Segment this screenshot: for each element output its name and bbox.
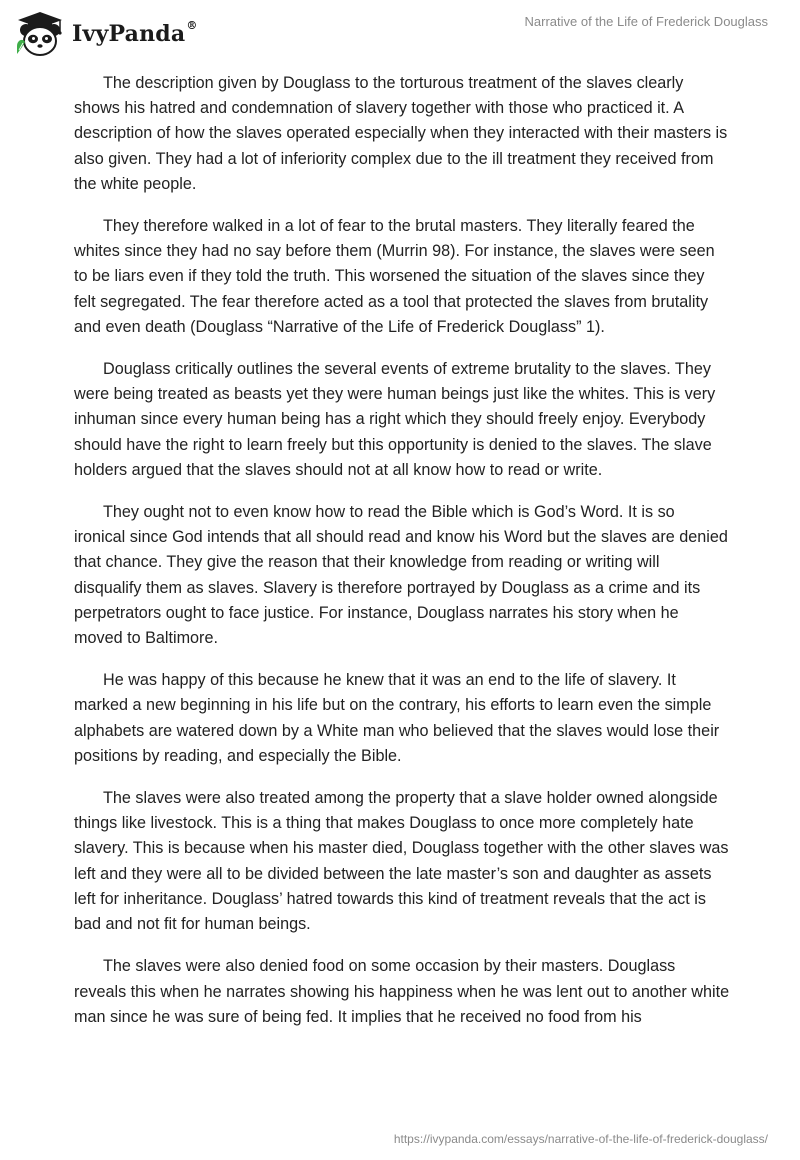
document-title: Narrative of the Life of Frederick Douglass [524,14,768,29]
essay-body [74,71,730,1047]
paragraph: They ought not to even know how to read the Bible which is God’s Word. It is so ironical since God intends that all should read and know his Word but the slaves are denied that chance. They give the reason that their knowledge from reading or writing will disqualify them as slaves. Slavery is therefore portrayed by Douglass as a crime and its perpetrators ought to face justice. For instance, Douglass narrates his story when he moved to Baltimore. [74,503,728,648]
paragraph: He was happy of this because he knew that it was an end to the life of slavery. It marked a new beginning in his life but on the contrary, his efforts to learn even the simple alphabets are watered down by a White man who believed that the slaves would lose their positions by reading, and especially the Bible. [74,671,720,765]
paragraph: The description given by Douglass to the torturous treatment of the slaves clearly shows his hatred and condemnation of slavery together with those who practiced it. A description of how the slaves operated especially when they interacted with their masters is also given. They had a lot of inferiority complex due to the ill treatment they received from the white people. [74,74,728,193]
paragraph: The slaves were also denied food on some occasion by their masters. Douglass reveals this when he narrates showing his happiness when he was lent out to another white man since he was sure of being fed. It implies that he received no food from his [74,957,730,1026]
logo-wordmark [72,21,198,47]
registered-mark: ® [186,19,198,32]
ivypanda-logo[interactable] [14,8,198,60]
paragraph: The slaves were also treated among the property that a slave holder owned alongside things like livestock. This is a thing that makes Douglass to once more completely hate slavery. This is because when his master died, Douglass together with the other slaves was left and they were all to be divided between the late master’s son and daughter as assets left for inheritance. Douglass’ hatred towards this kind of treatment reveals that the act is bad and not fit for human beings. [74,789,729,934]
paragraph: Douglass critically outlines the several events of extreme brutality to the slaves. They were being treated as beasts yet they were human beings just like the whites. This is very inhuman since every human being has a right which they should freely enjoy. Everybody should have the right to learn freely but this opportunity is denied to the slaves. The slave holders argued that the slaves should not at all know how to read or write. [74,360,716,479]
page-header [0,0,800,64]
paragraph: They therefore walked in a lot of fear to the brutal masters. They literally feared the whites since they had no say before them (Murrin 98). For instance, the slaves were seen to be liars even if they told the truth. This worsened the situation of the slaves since they felt segregated. The fear therefore acted as a tool that protected the slaves from brutality and even death (Douglass “Narrative of the Life of Frederick Douglass” 1). [74,217,715,336]
panda-logo-icon [14,10,66,58]
logo-text: IvyPanda [72,21,186,47]
source-url-link[interactable]: https://ivypanda.com/essays/narrative-of-the-life-of-frederick-douglass/ [393,1132,768,1146]
